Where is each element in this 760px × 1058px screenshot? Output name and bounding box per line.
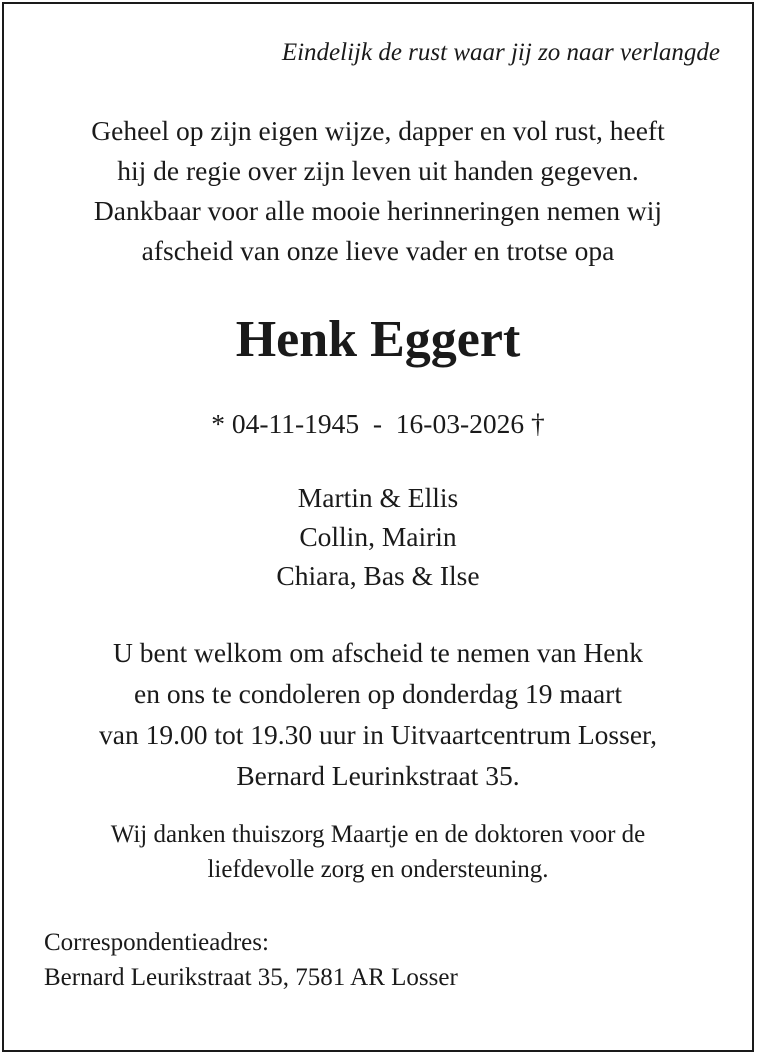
intro-line: Geheel op zijn eigen wijze, dapper en vol rust, heeft bbox=[91, 115, 665, 146]
family-list bbox=[0, 478, 756, 595]
thanks-line: Wij danken thuiszorg Maartje en de doktoren voor de bbox=[110, 821, 646, 848]
intro-line: afscheid van onze lieve vader en trotse opa bbox=[141, 235, 615, 266]
family-line: Collin, Mairin bbox=[299, 521, 457, 552]
correspondence-address: Bernard Leurikstraat 35, 7581 AR Losser bbox=[44, 964, 458, 991]
thanks-paragraph bbox=[0, 817, 756, 887]
correspondence-label: Correspondentieadres: bbox=[44, 929, 269, 956]
condolence-line: Bernard Leurinkstraat 35. bbox=[236, 760, 520, 791]
condolence-line: van 19.00 tot 19.30 uur in Uitvaartcentrum Losser, bbox=[99, 719, 657, 750]
life-dates: * 04-11-1945 - 16-03-2026 † bbox=[211, 408, 545, 439]
thanks-line: liefdevolle zorg en ondersteuning. bbox=[207, 856, 549, 883]
deceased-name: Henk Eggert bbox=[235, 311, 521, 368]
intro-line: Dankbaar voor alle mooie herinneringen nemen wij bbox=[93, 195, 663, 226]
intro-line: hij de regie over zijn leven uit handen gegeven. bbox=[117, 155, 639, 186]
motto-text: Eindelijk de rust waar jij zo naar verlangde bbox=[281, 39, 720, 66]
intro-paragraph bbox=[0, 111, 756, 271]
condolence-line: U bent welkom om afscheid te nemen van Henk bbox=[113, 637, 643, 668]
condolence-line: en ons te condoleren op donderdag 19 maart bbox=[134, 678, 622, 709]
condolence-paragraph bbox=[0, 632, 756, 796]
family-line: Chiara, Bas & Ilse bbox=[276, 560, 480, 591]
correspondence-block bbox=[44, 925, 458, 995]
family-line: Martin & Ellis bbox=[297, 482, 459, 513]
